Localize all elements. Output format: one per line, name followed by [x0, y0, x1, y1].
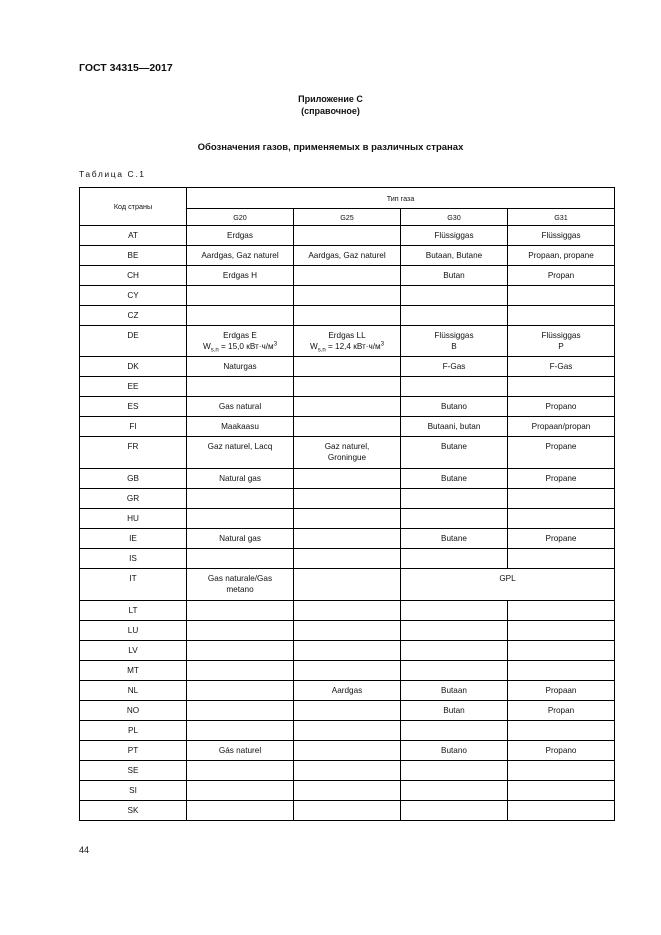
g20-cell: Erdgas	[187, 226, 294, 246]
g31-cell: Propaan, propane	[508, 246, 615, 266]
g25-gas-name: Erdgas LL	[328, 331, 366, 340]
g25-cell	[294, 569, 401, 601]
g25-cell	[294, 601, 401, 621]
country-code-cell: IT	[80, 569, 187, 601]
country-code-cell: BE	[80, 246, 187, 266]
g25-cell	[294, 306, 401, 326]
g30-cell	[401, 549, 508, 569]
country-code-cell: HU	[80, 509, 187, 529]
g20-cell	[187, 286, 294, 306]
table-heading: Обозначения газов, применяемых в различных странах	[197, 142, 464, 153]
table-row	[80, 246, 615, 266]
g20-cell	[187, 489, 294, 509]
g20-cell	[187, 701, 294, 721]
g30-cell	[401, 641, 508, 661]
g31-cell: Propan	[508, 701, 615, 721]
g20-cell	[187, 377, 294, 397]
table-row	[80, 549, 615, 569]
g20-cell: Natural gas	[187, 469, 294, 489]
country-code-cell: PT	[80, 741, 187, 761]
g31-cell	[508, 306, 615, 326]
g20-cell	[187, 549, 294, 569]
g30-cell	[401, 781, 508, 801]
g25-cell	[294, 549, 401, 569]
table-row	[80, 761, 615, 781]
g25-wobbe-index: $W_{s.n} = 12,4$ $кВт\cdot ч/м^3$	[309, 341, 385, 354]
table-row	[80, 601, 615, 621]
g20-cell	[187, 661, 294, 681]
g31-cell	[508, 509, 615, 529]
country-code-cell: GB	[80, 469, 187, 489]
country-code-cell: MT	[80, 661, 187, 681]
country-code-cell: EE	[80, 377, 187, 397]
table-row	[80, 357, 615, 377]
table-row	[80, 621, 615, 641]
g20-cell	[187, 509, 294, 529]
table-row	[80, 781, 615, 801]
g30-cell: Butan	[401, 266, 508, 286]
g25-cell	[294, 741, 401, 761]
g25-cell: Aardgas, Gaz naturel	[294, 246, 401, 266]
g30-cell: F-Gas	[401, 357, 508, 377]
g20-gas-name: Erdgas E	[223, 331, 257, 340]
country-code-cell: CH	[80, 266, 187, 286]
country-code-cell: LV	[80, 641, 187, 661]
table-row	[80, 721, 615, 741]
g25-cell	[294, 226, 401, 246]
g30-cell: Butaani, butan	[401, 417, 508, 437]
g30-g31-merged-cell: GPL	[401, 569, 615, 601]
g20-cell	[187, 306, 294, 326]
g25-cell	[294, 621, 401, 641]
g20-cell	[187, 601, 294, 621]
country-code-cell: AT	[80, 226, 187, 246]
table-row	[80, 681, 615, 701]
g31-gas-name: Flüssiggas	[541, 331, 581, 340]
g25-cell	[294, 761, 401, 781]
table-row	[80, 377, 615, 397]
g31-cell	[508, 641, 615, 661]
g30-cell	[401, 801, 508, 821]
g30-cell: Butano	[401, 741, 508, 761]
g30-cell	[401, 306, 508, 326]
table-row	[80, 509, 615, 529]
table-row	[80, 641, 615, 661]
g30-cell	[401, 326, 508, 357]
gas-designations-table	[79, 187, 615, 821]
g30-gas-name: Flüssiggas	[434, 331, 474, 340]
g20-line-2: metano	[226, 585, 254, 594]
g30-cell: Butane	[401, 469, 508, 489]
country-code-cell: NL	[80, 681, 187, 701]
g25-cell	[294, 701, 401, 721]
country-code-cell: GR	[80, 489, 187, 509]
g31-cell: Propan	[508, 266, 615, 286]
g30-cell	[401, 601, 508, 621]
g25-cell	[294, 286, 401, 306]
g30-cell	[401, 286, 508, 306]
g31-cell: Propane	[508, 437, 615, 469]
country-code-cell: DE	[80, 326, 187, 357]
g20-cell	[187, 781, 294, 801]
g25-cell	[294, 721, 401, 741]
country-code-cell: ES	[80, 397, 187, 417]
g31-cell	[508, 377, 615, 397]
g25-line-2: Groningue	[327, 453, 367, 462]
g31-cell	[508, 286, 615, 306]
g20-cell	[187, 801, 294, 821]
g31-cell	[508, 781, 615, 801]
table-label: Таблица С.1	[79, 169, 146, 179]
g25-cell	[294, 266, 401, 286]
annex-title-block	[0, 93, 661, 117]
g20-cell	[187, 621, 294, 641]
g25-cell	[294, 417, 401, 437]
table-row	[80, 417, 615, 437]
g20-cell: Erdgas H	[187, 266, 294, 286]
g30-cell	[401, 377, 508, 397]
g20-cell: Maakaasu	[187, 417, 294, 437]
g31-cell: Propano	[508, 741, 615, 761]
page-number: 44	[79, 845, 90, 855]
g31-cell	[508, 601, 615, 621]
g25-cell	[294, 509, 401, 529]
g25-cell	[294, 326, 401, 357]
table-row	[80, 701, 615, 721]
g25-cell	[294, 489, 401, 509]
country-code-cell: IE	[80, 529, 187, 549]
country-code-cell: FI	[80, 417, 187, 437]
g20-cell	[187, 761, 294, 781]
g31-cell	[508, 801, 615, 821]
g25-cell: Aardgas	[294, 681, 401, 701]
country-code-cell: LU	[80, 621, 187, 641]
g25-cell	[294, 437, 401, 469]
annex-note: (справочное)	[301, 106, 360, 116]
header-country-code: Код страны	[80, 188, 187, 226]
annex-title: Приложение С	[298, 94, 363, 104]
table-row	[80, 226, 615, 246]
country-code-cell: IS	[80, 549, 187, 569]
g20-cell	[187, 721, 294, 741]
table-row	[80, 741, 615, 761]
g30-cell: Butaan, Butane	[401, 246, 508, 266]
table-header-row	[80, 188, 615, 209]
g30-cell: Butano	[401, 397, 508, 417]
table-row	[80, 326, 615, 357]
g25-line-1: Gaz naturel,	[324, 442, 370, 451]
g31-cell: F-Gas	[508, 357, 615, 377]
g31-cell: Propano	[508, 397, 615, 417]
table-row	[80, 266, 615, 286]
table-row	[80, 661, 615, 681]
header-g20: G20	[187, 209, 294, 226]
g30-cell: Flüssiggas	[401, 226, 508, 246]
country-code-cell: PL	[80, 721, 187, 741]
g31-cell	[508, 761, 615, 781]
table-row	[80, 489, 615, 509]
g25-cell	[294, 397, 401, 417]
g31-cell	[508, 621, 615, 641]
g30-cell	[401, 761, 508, 781]
table-row	[80, 529, 615, 549]
g31-cell: Propane	[508, 529, 615, 549]
header-gas-type: Тип газа	[187, 188, 615, 209]
g25-cell	[294, 781, 401, 801]
g31-cell	[508, 326, 615, 357]
g25-cell	[294, 357, 401, 377]
g25-cell	[294, 377, 401, 397]
g20-cell: Aardgas, Gaz naturel	[187, 246, 294, 266]
g20-wobbe-index: $W_{s.n} = 15,0$ $кВт\cdot ч/м^3$	[202, 341, 278, 354]
g30-cell: Butane	[401, 437, 508, 469]
g30-gas-code: B	[451, 342, 457, 351]
g30-cell: Butaan	[401, 681, 508, 701]
country-code-cell: NO	[80, 701, 187, 721]
country-code-cell: FR	[80, 437, 187, 469]
header-g30: G30	[401, 209, 508, 226]
g20-cell: Gas natural	[187, 397, 294, 417]
country-code-cell: SE	[80, 761, 187, 781]
table-row	[80, 397, 615, 417]
g20-cell	[187, 681, 294, 701]
g20-cell	[187, 326, 294, 357]
g25-cell	[294, 801, 401, 821]
g25-cell	[294, 469, 401, 489]
table-row	[80, 469, 615, 489]
g30-cell	[401, 661, 508, 681]
g31-cell	[508, 549, 615, 569]
table-row	[80, 286, 615, 306]
g30-cell	[401, 489, 508, 509]
g20-line-1: Gas naturale/Gas	[207, 574, 273, 583]
country-code-cell: LT	[80, 601, 187, 621]
table-row	[80, 437, 615, 469]
g31-gas-code: P	[558, 342, 564, 351]
g20-cell: Gás naturel	[187, 741, 294, 761]
country-code-cell: CZ	[80, 306, 187, 326]
g31-cell	[508, 489, 615, 509]
g25-cell	[294, 529, 401, 549]
g30-cell	[401, 509, 508, 529]
country-code-cell: SI	[80, 781, 187, 801]
g31-cell	[508, 721, 615, 741]
g25-cell	[294, 661, 401, 681]
country-code-cell: CY	[80, 286, 187, 306]
g30-cell: Butan	[401, 701, 508, 721]
g20-cell	[187, 641, 294, 661]
g20-cell: Gaz naturel, Lacq	[187, 437, 294, 469]
g31-cell	[508, 661, 615, 681]
g31-cell: Propane	[508, 469, 615, 489]
g31-cell: Propaan	[508, 681, 615, 701]
header-g31: G31	[508, 209, 615, 226]
country-code-cell: DK	[80, 357, 187, 377]
header-g25: G25	[294, 209, 401, 226]
g30-cell: Butane	[401, 529, 508, 549]
g31-cell: Flüssiggas	[508, 226, 615, 246]
g25-cell	[294, 641, 401, 661]
table-row	[80, 569, 615, 601]
g20-cell: Natural gas	[187, 529, 294, 549]
g30-cell	[401, 621, 508, 641]
standard-designation: ГОСТ 34315—2017	[79, 62, 173, 74]
g30-cell	[401, 721, 508, 741]
table-row	[80, 801, 615, 821]
g31-cell: Propaan/propan	[508, 417, 615, 437]
g20-cell	[187, 569, 294, 601]
g20-cell: Naturgas	[187, 357, 294, 377]
table-row	[80, 306, 615, 326]
country-code-cell: SK	[80, 801, 187, 821]
